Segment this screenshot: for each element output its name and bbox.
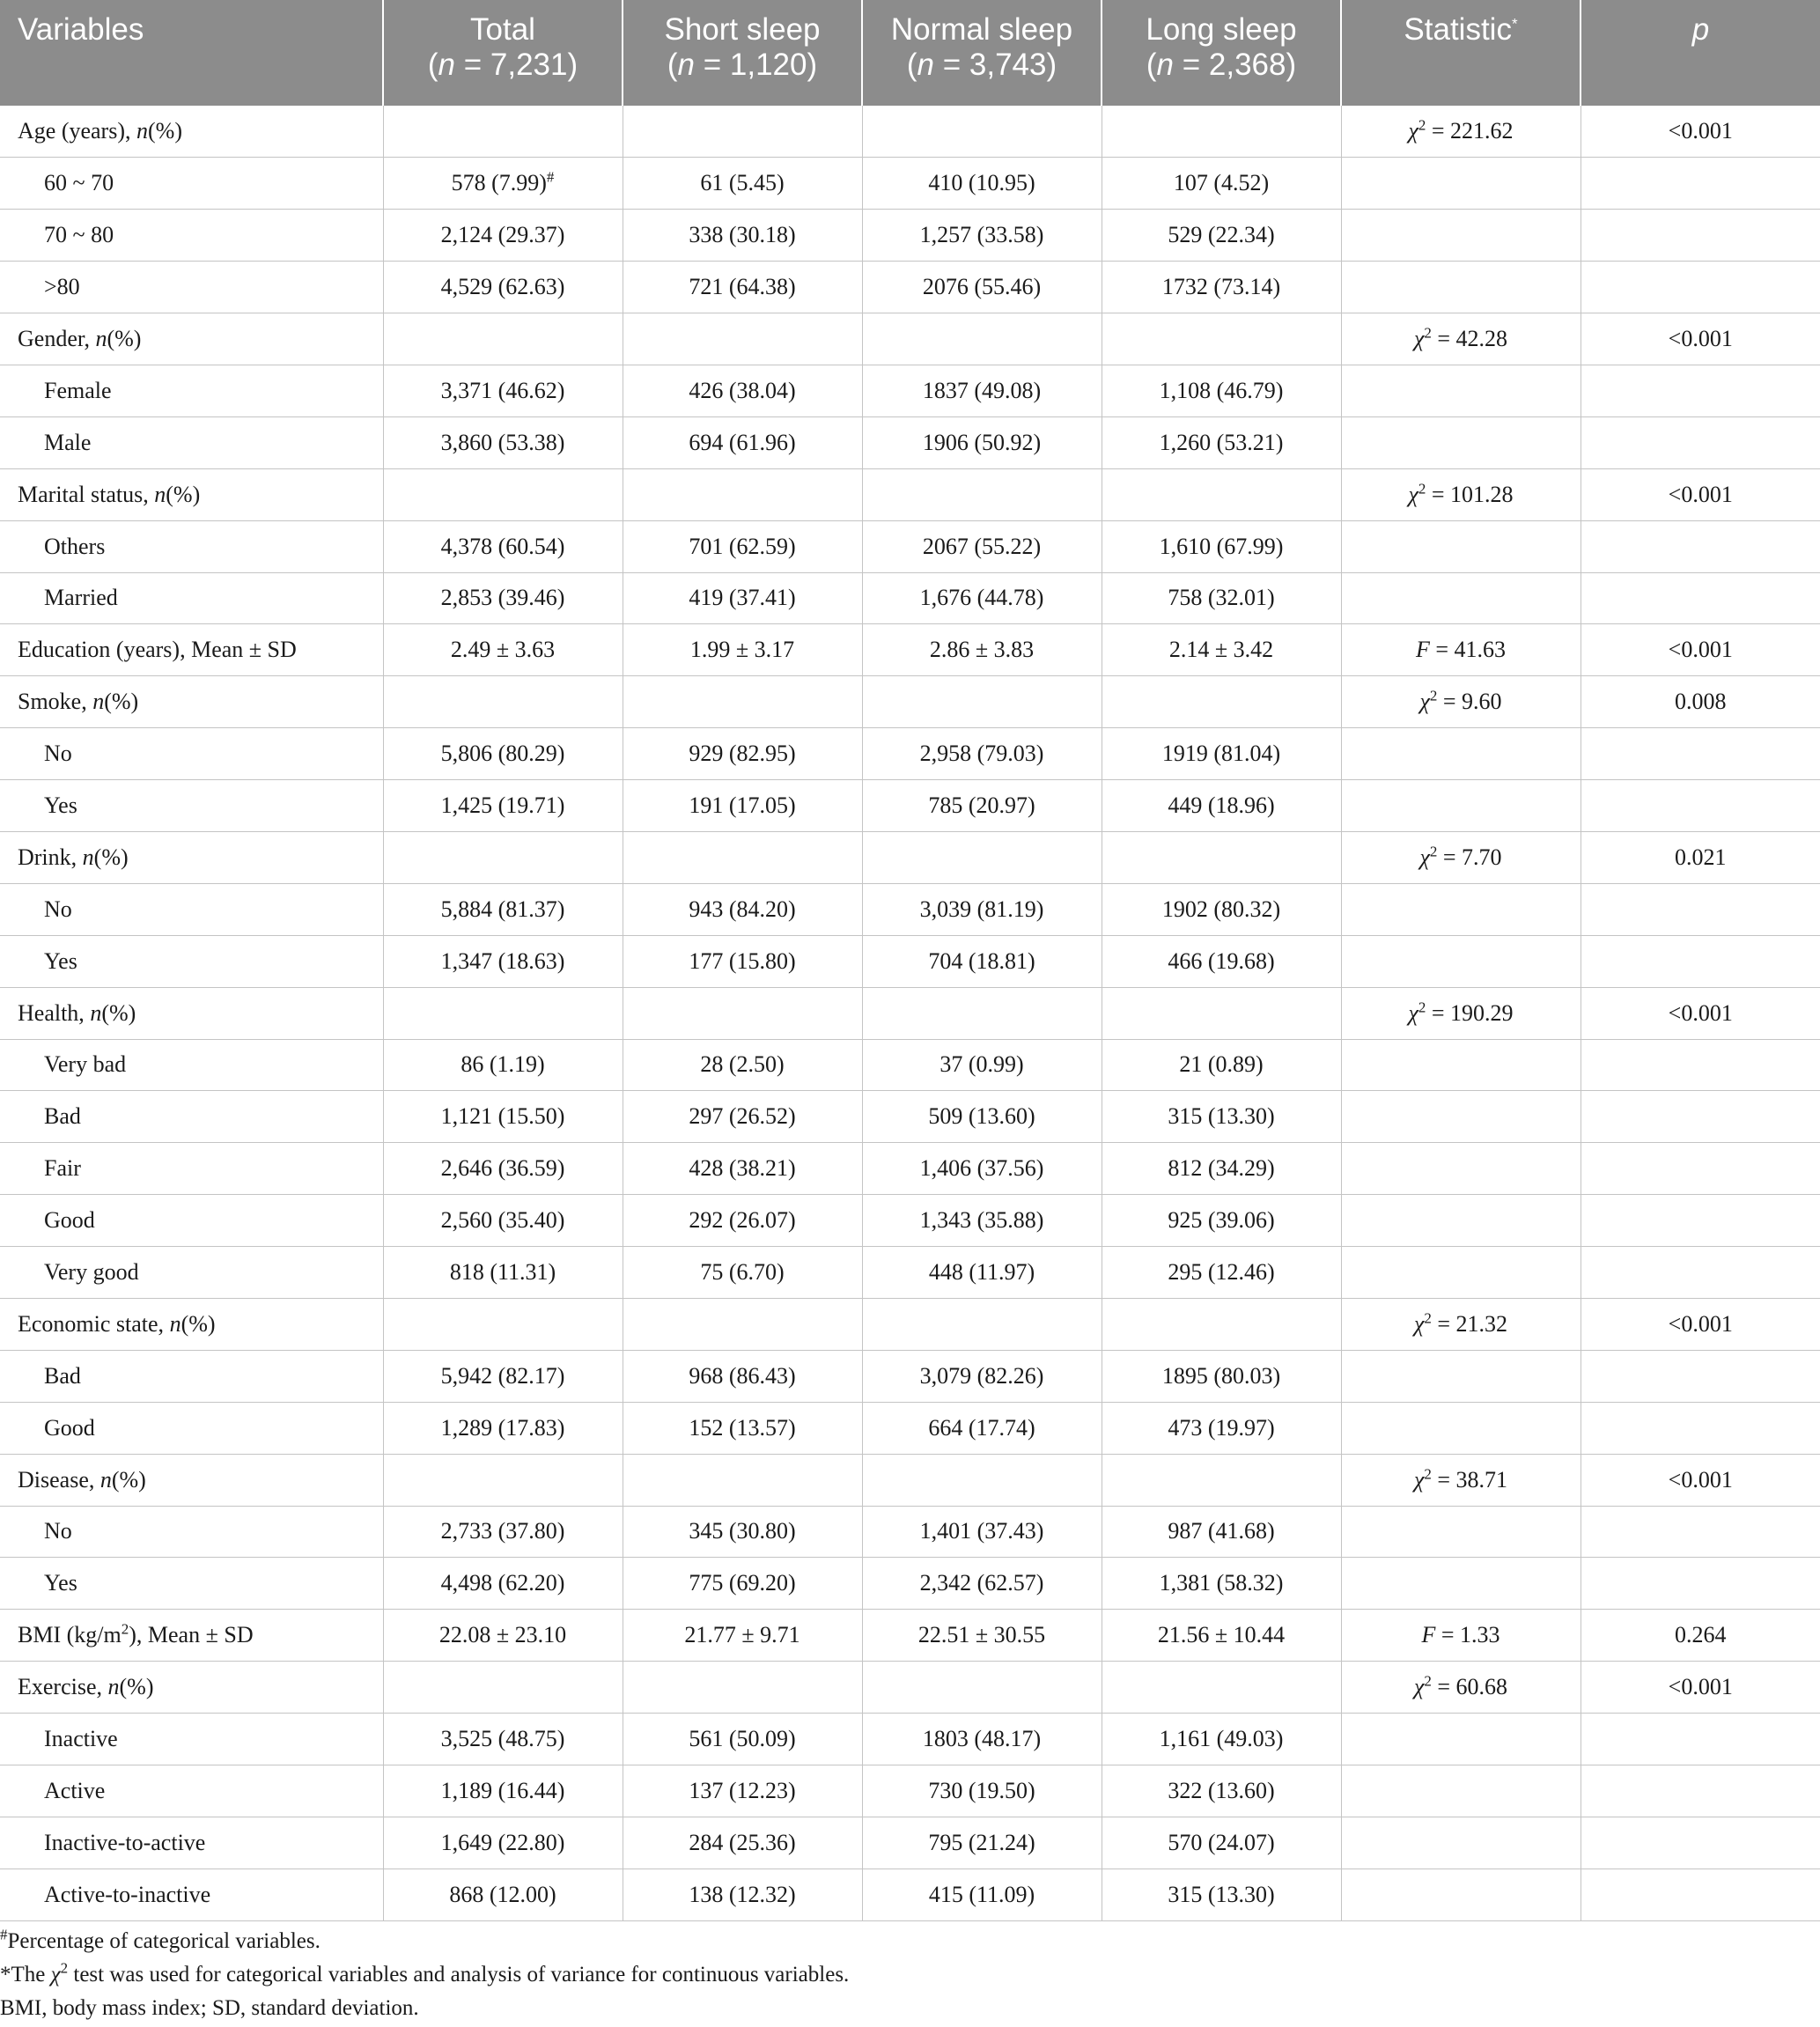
footnote-abbreviations: BMI, body mass index; SD, standard deviation.	[0, 1996, 419, 2020]
cell-statistic: $\chi^2 = 101.28$	[1341, 468, 1581, 520]
row-label: No	[0, 1506, 383, 1558]
cell-long: 812 (34.29)	[1102, 1143, 1341, 1195]
table-row-subcategory	[0, 1558, 1820, 1610]
cell-total: 2,733 (37.80)	[383, 1506, 623, 1558]
cell-total: 1,425 (19.71)	[383, 780, 623, 832]
cell-p: <0.001	[1581, 1454, 1820, 1506]
cell-statistic: $\chi^2 = 7.70$	[1341, 831, 1581, 883]
cell-total: 2,560 (35.40)	[383, 1195, 623, 1247]
cell-long	[1102, 831, 1341, 883]
cell-total: 2.49 ± 3.63	[383, 624, 623, 676]
cell-statistic	[1341, 1143, 1581, 1195]
row-label: Exercise, n(%)	[0, 1662, 383, 1714]
cell-long: 570 (24.07)	[1102, 1817, 1341, 1869]
table-row-variable	[0, 1610, 1820, 1662]
cell-short: 137 (12.23)	[623, 1765, 862, 1817]
cell-normal: 415 (11.09)	[862, 1869, 1102, 1920]
cell-short: 138 (12.32)	[623, 1869, 862, 1920]
row-label: No	[0, 883, 383, 935]
cell-total: 1,121 (15.50)	[383, 1091, 623, 1143]
cell-p: 0.008	[1581, 676, 1820, 728]
cell-normal: 448 (11.97)	[862, 1247, 1102, 1299]
row-label: >80	[0, 262, 383, 313]
cell-normal	[862, 106, 1102, 158]
cell-short: 694 (61.96)	[623, 416, 862, 468]
cell-total: 2,124 (29.37)	[383, 210, 623, 262]
cell-p	[1581, 1039, 1820, 1091]
table-row-variable	[0, 1662, 1820, 1714]
cell-total: 4,529 (62.63)	[383, 262, 623, 313]
cell-total: 818 (11.31)	[383, 1247, 623, 1299]
cell-p	[1581, 158, 1820, 210]
cell-p	[1581, 1143, 1820, 1195]
cell-short	[623, 1662, 862, 1714]
cell-long: 315 (13.30)	[1102, 1869, 1341, 1920]
row-label: Marital status, n(%)	[0, 468, 383, 520]
cell-normal: 795 (21.24)	[862, 1817, 1102, 1869]
cell-long: 466 (19.68)	[1102, 935, 1341, 987]
cell-statistic	[1341, 1247, 1581, 1299]
cell-total: 5,806 (80.29)	[383, 728, 623, 780]
cell-statistic	[1341, 1402, 1581, 1454]
cell-statistic: $\chi^2 = 9.60$	[1341, 676, 1581, 728]
cell-statistic	[1341, 883, 1581, 935]
cell-short: 968 (86.43)	[623, 1350, 862, 1402]
cell-long: 1895 (80.03)	[1102, 1350, 1341, 1402]
header-variables: Variables	[0, 0, 383, 106]
cell-short: 338 (30.18)	[623, 210, 862, 262]
cell-normal: 509 (13.60)	[862, 1091, 1102, 1143]
cell-total: 3,860 (53.38)	[383, 416, 623, 468]
cell-normal: 22.51 ± 30.55	[862, 1610, 1102, 1662]
cell-p	[1581, 520, 1820, 572]
cell-p: 0.264	[1581, 1610, 1820, 1662]
table-row-subcategory	[0, 780, 1820, 832]
cell-short: 721 (64.38)	[623, 262, 862, 313]
cell-statistic	[1341, 1350, 1581, 1402]
cell-p: <0.001	[1581, 1298, 1820, 1350]
cell-normal: 1,343 (35.88)	[862, 1195, 1102, 1247]
cell-short: 775 (69.20)	[623, 1558, 862, 1610]
table-row-subcategory	[0, 1247, 1820, 1299]
row-label: Age (years), n(%)	[0, 106, 383, 158]
row-label: Drink, n(%)	[0, 831, 383, 883]
cell-long: 295 (12.46)	[1102, 1247, 1341, 1299]
cell-statistic: F = 1.33	[1341, 1610, 1581, 1662]
table-row-variable	[0, 676, 1820, 728]
cell-statistic	[1341, 935, 1581, 987]
cell-long	[1102, 1662, 1341, 1714]
row-label: Yes	[0, 935, 383, 987]
cell-normal	[862, 468, 1102, 520]
table-row-subcategory	[0, 520, 1820, 572]
cell-p	[1581, 1558, 1820, 1610]
cell-p: <0.001	[1581, 468, 1820, 520]
cell-p	[1581, 780, 1820, 832]
cell-short: 297 (26.52)	[623, 1091, 862, 1143]
cell-short: 21.77 ± 9.71	[623, 1610, 862, 1662]
row-label: Inactive-to-active	[0, 1817, 383, 1869]
cell-short	[623, 1298, 862, 1350]
cell-normal: 3,039 (81.19)	[862, 883, 1102, 935]
table-row-subcategory	[0, 1869, 1820, 1920]
header-short-sleep: Short sleep (n = 1,120)	[623, 0, 862, 106]
header-long-sleep: Long sleep (n = 2,368)	[1102, 0, 1341, 106]
cell-statistic	[1341, 572, 1581, 624]
cell-p	[1581, 728, 1820, 780]
header-total: Total (n = 7,231)	[383, 0, 623, 106]
cell-statistic	[1341, 520, 1581, 572]
cell-total	[383, 676, 623, 728]
cell-statistic	[1341, 1039, 1581, 1091]
table-body	[0, 106, 1820, 1920]
cell-normal: 1906 (50.92)	[862, 416, 1102, 468]
table-row-subcategory	[0, 1039, 1820, 1091]
cell-short: 701 (62.59)	[623, 520, 862, 572]
cell-long	[1102, 313, 1341, 365]
cell-statistic	[1341, 1765, 1581, 1817]
cell-p	[1581, 1765, 1820, 1817]
cell-long: 2.14 ± 3.42	[1102, 624, 1341, 676]
cell-statistic: $\chi^2 = 190.29$	[1341, 987, 1581, 1039]
cell-total: 1,289 (17.83)	[383, 1402, 623, 1454]
cell-short	[623, 313, 862, 365]
row-label: Health, n(%)	[0, 987, 383, 1039]
cell-total	[383, 987, 623, 1039]
cell-statistic	[1341, 1558, 1581, 1610]
cell-p	[1581, 935, 1820, 987]
row-label: Fair	[0, 1143, 383, 1195]
cell-statistic	[1341, 365, 1581, 416]
cell-statistic	[1341, 1817, 1581, 1869]
table-row-subcategory	[0, 572, 1820, 624]
cell-normal: 1,406 (37.56)	[862, 1143, 1102, 1195]
cell-p	[1581, 883, 1820, 935]
cell-statistic	[1341, 1091, 1581, 1143]
header-statistic: Statistic*	[1341, 0, 1581, 106]
cell-normal	[862, 1662, 1102, 1714]
cell-total: 4,378 (60.54)	[383, 520, 623, 572]
row-label: Good	[0, 1402, 383, 1454]
cell-normal: 730 (19.50)	[862, 1765, 1102, 1817]
table-row-subcategory	[0, 262, 1820, 313]
cell-statistic: $\chi^2 = 60.68$	[1341, 1662, 1581, 1714]
header-normal-sleep: Normal sleep (n = 3,743)	[862, 0, 1102, 106]
cell-long: 322 (13.60)	[1102, 1765, 1341, 1817]
cell-short: 191 (17.05)	[623, 780, 862, 832]
cell-long: 1,260 (53.21)	[1102, 416, 1341, 468]
cell-short	[623, 987, 862, 1039]
cell-total: 1,347 (18.63)	[383, 935, 623, 987]
cell-long	[1102, 1454, 1341, 1506]
cell-long: 1,108 (46.79)	[1102, 365, 1341, 416]
cell-total: 4,498 (62.20)	[383, 1558, 623, 1610]
cell-long: 1,381 (58.32)	[1102, 1558, 1341, 1610]
cell-statistic: F = 41.63	[1341, 624, 1581, 676]
cell-normal	[862, 676, 1102, 728]
table-row-subcategory	[0, 416, 1820, 468]
cell-normal: 3,079 (82.26)	[862, 1350, 1102, 1402]
cell-p: <0.001	[1581, 1662, 1820, 1714]
cell-normal: 785 (20.97)	[862, 780, 1102, 832]
cell-long: 315 (13.30)	[1102, 1091, 1341, 1143]
cell-statistic: $\chi^2 = 42.28$	[1341, 313, 1581, 365]
cell-p	[1581, 416, 1820, 468]
cell-normal: 1803 (48.17)	[862, 1714, 1102, 1765]
cell-p	[1581, 1091, 1820, 1143]
cell-total	[383, 468, 623, 520]
cell-total	[383, 1298, 623, 1350]
footnote-tests: *The $\chi^2$ test was used for categorical variables and analysis of variance for continuous variables.	[0, 1959, 850, 1986]
cell-long: 1902 (80.32)	[1102, 883, 1341, 935]
row-label: Married	[0, 572, 383, 624]
cell-short: 561 (50.09)	[623, 1714, 862, 1765]
table-row-variable	[0, 1454, 1820, 1506]
cell-normal: 664 (17.74)	[862, 1402, 1102, 1454]
cell-short: 61 (5.45)	[623, 158, 862, 210]
row-label: 70 ~ 80	[0, 210, 383, 262]
row-label: Education (years), Mean ± SD	[0, 624, 383, 676]
cell-short: 177 (15.80)	[623, 935, 862, 987]
cell-short: 284 (25.36)	[623, 1817, 862, 1869]
row-label: Active-to-inactive	[0, 1869, 383, 1920]
cell-statistic	[1341, 1869, 1581, 1920]
cell-normal	[862, 1298, 1102, 1350]
row-label: Yes	[0, 1558, 383, 1610]
table-row-subcategory	[0, 365, 1820, 416]
cell-total: 1,649 (22.80)	[383, 1817, 623, 1869]
cell-total	[383, 1454, 623, 1506]
cell-short	[623, 468, 862, 520]
cell-normal	[862, 313, 1102, 365]
cell-short	[623, 831, 862, 883]
cell-normal	[862, 831, 1102, 883]
cell-long: 449 (18.96)	[1102, 780, 1341, 832]
cell-p	[1581, 1350, 1820, 1402]
table-row-variable	[0, 106, 1820, 158]
table-row-subcategory	[0, 1506, 1820, 1558]
table-row-subcategory	[0, 210, 1820, 262]
cell-p: <0.001	[1581, 987, 1820, 1039]
cell-short	[623, 1454, 862, 1506]
row-label: 60 ~ 70	[0, 158, 383, 210]
cell-p: <0.001	[1581, 106, 1820, 158]
table-row-subcategory	[0, 883, 1820, 935]
cell-p	[1581, 1247, 1820, 1299]
cell-p	[1581, 1869, 1820, 1920]
table-row-subcategory	[0, 1143, 1820, 1195]
cell-total: 2,646 (36.59)	[383, 1143, 623, 1195]
cell-long: 925 (39.06)	[1102, 1195, 1341, 1247]
cell-p	[1581, 1714, 1820, 1765]
row-label: BMI $(kg/m^2)$, Mean ± SD	[0, 1610, 383, 1662]
cell-normal: 2067 (55.22)	[862, 520, 1102, 572]
cell-p	[1581, 1817, 1820, 1869]
cell-normal: 37 (0.99)	[862, 1039, 1102, 1091]
table-row-variable	[0, 987, 1820, 1039]
row-label: No	[0, 728, 383, 780]
cell-short	[623, 106, 862, 158]
row-label: Bad	[0, 1350, 383, 1402]
cell-statistic	[1341, 210, 1581, 262]
table-row-subcategory	[0, 1765, 1820, 1817]
cell-short: 929 (82.95)	[623, 728, 862, 780]
cell-statistic	[1341, 416, 1581, 468]
cell-long: 987 (41.68)	[1102, 1506, 1341, 1558]
cell-p: 0.021	[1581, 831, 1820, 883]
cell-long: 1,610 (67.99)	[1102, 520, 1341, 572]
cell-short: 428 (38.21)	[623, 1143, 862, 1195]
header-p: p	[1581, 0, 1820, 106]
cell-statistic	[1341, 1714, 1581, 1765]
cell-p	[1581, 210, 1820, 262]
cell-normal	[862, 987, 1102, 1039]
cell-normal: 1837 (49.08)	[862, 365, 1102, 416]
cell-short: 943 (84.20)	[623, 883, 862, 935]
cell-statistic	[1341, 158, 1581, 210]
cell-statistic	[1341, 780, 1581, 832]
cell-p: <0.001	[1581, 313, 1820, 365]
row-label: Good	[0, 1195, 383, 1247]
cell-long	[1102, 106, 1341, 158]
cell-long: 1,161 (49.03)	[1102, 1714, 1341, 1765]
cell-long: 473 (19.97)	[1102, 1402, 1341, 1454]
row-label: Others	[0, 520, 383, 572]
cell-total	[383, 106, 623, 158]
cell-long	[1102, 1298, 1341, 1350]
cell-normal: 2,958 (79.03)	[862, 728, 1102, 780]
row-label: Disease, n(%)	[0, 1454, 383, 1506]
row-label: Gender, n(%)	[0, 313, 383, 365]
table-row-variable	[0, 468, 1820, 520]
cell-normal: 410 (10.95)	[862, 158, 1102, 210]
cell-short: 152 (13.57)	[623, 1402, 862, 1454]
cell-long: 1919 (81.04)	[1102, 728, 1341, 780]
row-label: Active	[0, 1765, 383, 1817]
cell-long	[1102, 676, 1341, 728]
cell-statistic: $\chi^2 = 38.71$	[1341, 1454, 1581, 1506]
row-label: Bad	[0, 1091, 383, 1143]
cell-short: 345 (30.80)	[623, 1506, 862, 1558]
row-label: Very good	[0, 1247, 383, 1299]
row-label: Female	[0, 365, 383, 416]
cell-total: 868 (12.00)	[383, 1869, 623, 1920]
table-row-subcategory	[0, 1714, 1820, 1765]
cell-p	[1581, 1195, 1820, 1247]
table-row-subcategory	[0, 1350, 1820, 1402]
row-label: Yes	[0, 780, 383, 832]
row-label: Economic state, n(%)	[0, 1298, 383, 1350]
cell-short: 28 (2.50)	[623, 1039, 862, 1091]
cell-total: 2,853 (39.46)	[383, 572, 623, 624]
table-footnotes	[0, 1925, 849, 2025]
row-label: Very bad	[0, 1039, 383, 1091]
cell-total	[383, 831, 623, 883]
cell-short: 1.99 ± 3.17	[623, 624, 862, 676]
cell-total	[383, 313, 623, 365]
cell-short: 419 (37.41)	[623, 572, 862, 624]
table-row-subcategory	[0, 158, 1820, 210]
cell-normal: 1,257 (33.58)	[862, 210, 1102, 262]
cell-total: 22.08 ± 23.10	[383, 1610, 623, 1662]
cell-long: 107 (4.52)	[1102, 158, 1341, 210]
cell-short: 292 (26.07)	[623, 1195, 862, 1247]
cell-long: 529 (22.34)	[1102, 210, 1341, 262]
cell-long	[1102, 987, 1341, 1039]
row-label: Male	[0, 416, 383, 468]
cell-normal: 2,342 (62.57)	[862, 1558, 1102, 1610]
cell-total: 1,189 (16.44)	[383, 1765, 623, 1817]
cell-long: 21 (0.89)	[1102, 1039, 1341, 1091]
table-row-variable	[0, 831, 1820, 883]
header-row	[0, 0, 1820, 106]
cell-statistic	[1341, 262, 1581, 313]
cell-normal: 1,401 (37.43)	[862, 1506, 1102, 1558]
row-label: Inactive	[0, 1714, 383, 1765]
footnote-percentage: #Percentage of categorical variables.	[0, 1926, 321, 1953]
table-row-subcategory	[0, 1091, 1820, 1143]
table-row-subcategory	[0, 1402, 1820, 1454]
cell-p: <0.001	[1581, 624, 1820, 676]
table-row-variable	[0, 313, 1820, 365]
cell-long: 1732 (73.14)	[1102, 262, 1341, 313]
cell-long	[1102, 468, 1341, 520]
cell-normal: 1,676 (44.78)	[862, 572, 1102, 624]
cell-total: 578 (7.99)#	[383, 158, 623, 210]
cell-p	[1581, 1402, 1820, 1454]
cell-total	[383, 1662, 623, 1714]
cell-long: 21.56 ± 10.44	[1102, 1610, 1341, 1662]
cell-normal	[862, 1454, 1102, 1506]
cell-total: 5,942 (82.17)	[383, 1350, 623, 1402]
table-header	[0, 0, 1820, 106]
table-row-variable	[0, 1298, 1820, 1350]
cell-statistic	[1341, 1506, 1581, 1558]
cell-total: 3,371 (46.62)	[383, 365, 623, 416]
table-row-subcategory	[0, 1817, 1820, 1869]
cell-total: 5,884 (81.37)	[383, 883, 623, 935]
cell-normal: 2.86 ± 3.83	[862, 624, 1102, 676]
cell-long: 758 (32.01)	[1102, 572, 1341, 624]
cell-statistic	[1341, 728, 1581, 780]
cell-statistic: $\chi^2 = 221.62$	[1341, 106, 1581, 158]
cell-total: 3,525 (48.75)	[383, 1714, 623, 1765]
row-label: Smoke, n(%)	[0, 676, 383, 728]
table-row-variable	[0, 624, 1820, 676]
cell-short: 426 (38.04)	[623, 365, 862, 416]
cell-short	[623, 676, 862, 728]
table-row-subcategory	[0, 728, 1820, 780]
cell-statistic: $\chi^2 = 21.32$	[1341, 1298, 1581, 1350]
cell-normal: 2076 (55.46)	[862, 262, 1102, 313]
cell-p	[1581, 365, 1820, 416]
cell-total: 86 (1.19)	[383, 1039, 623, 1091]
cell-p	[1581, 262, 1820, 313]
cell-short: 75 (6.70)	[623, 1247, 862, 1299]
cell-p	[1581, 1506, 1820, 1558]
cell-statistic	[1341, 1195, 1581, 1247]
cell-p	[1581, 572, 1820, 624]
cell-normal: 704 (18.81)	[862, 935, 1102, 987]
table-row-subcategory	[0, 1195, 1820, 1247]
table-row-subcategory	[0, 935, 1820, 987]
